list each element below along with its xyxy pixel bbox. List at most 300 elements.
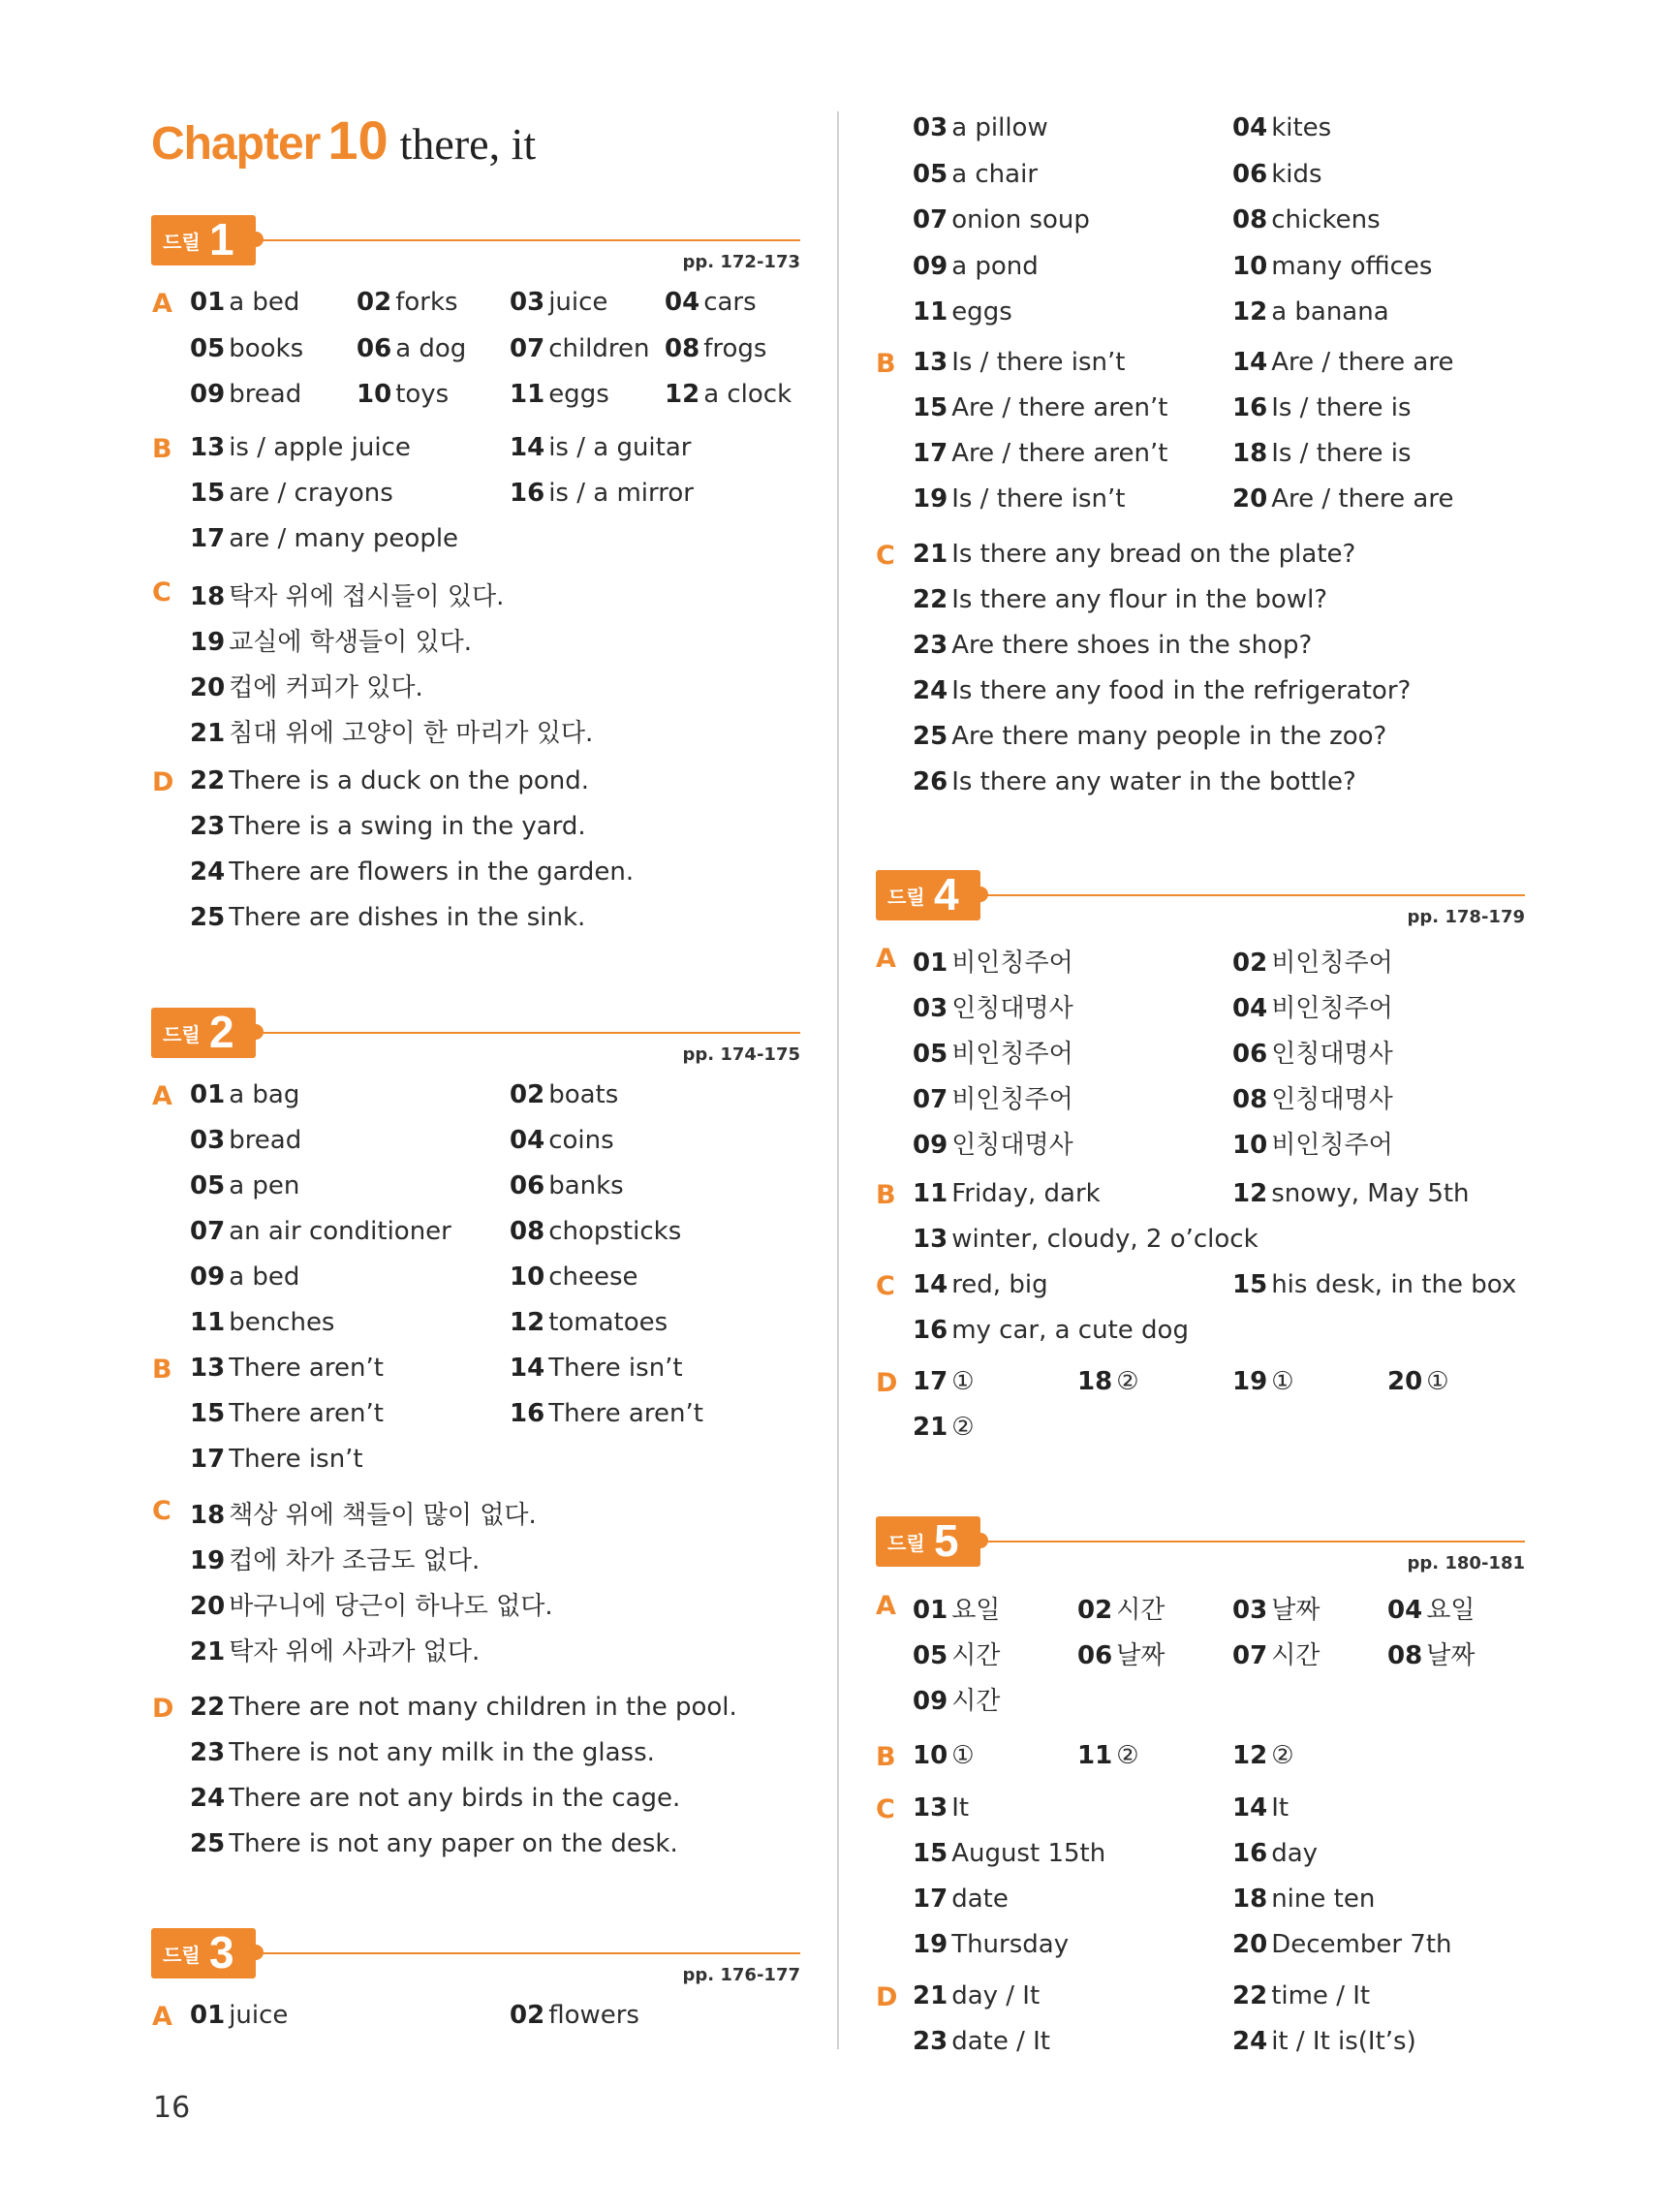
answer-item xyxy=(1232,943,1393,979)
item-number: 20 xyxy=(1232,1930,1268,1959)
answer-item xyxy=(1232,1590,1320,1626)
answer-item xyxy=(913,631,1312,660)
item-number: 09 xyxy=(913,1687,948,1716)
answer-item xyxy=(190,288,299,317)
item-answer: is / a mirror xyxy=(548,479,694,508)
item-number: 10 xyxy=(1232,1131,1268,1160)
answer-item xyxy=(913,2027,1050,2056)
answer-item xyxy=(913,1413,975,1442)
item-answer: a banana xyxy=(1271,297,1389,327)
item-answer: 날짜 xyxy=(1426,1641,1476,1670)
drill-rule xyxy=(256,1032,800,1034)
item-answer: ① xyxy=(951,1367,975,1396)
item-answer: There isn’t xyxy=(229,1445,363,1474)
item-answer: Is / there is xyxy=(1271,439,1412,468)
answer-item xyxy=(1387,1636,1475,1671)
answer-item xyxy=(190,713,593,749)
answer-item xyxy=(1387,1590,1475,1626)
answer-item xyxy=(190,622,472,658)
item-answer: eggs xyxy=(951,297,1012,327)
item-number: 04 xyxy=(1232,994,1268,1023)
item-number: 09 xyxy=(190,1262,226,1292)
answer-item xyxy=(190,1784,680,1813)
item-number: 23 xyxy=(913,2027,948,2056)
item-answer: frogs xyxy=(703,333,767,363)
item-answer: Thursday xyxy=(951,1930,1070,1959)
item-answer: ② xyxy=(1116,1367,1139,1396)
item-number: 14 xyxy=(510,433,545,462)
item-number: 05 xyxy=(913,1040,948,1069)
item-number: 06 xyxy=(1232,159,1268,189)
item-number: 25 xyxy=(913,722,948,751)
answer-item xyxy=(190,812,586,841)
item-answer: red, big xyxy=(951,1270,1048,1299)
answer-item xyxy=(913,1590,1000,1626)
item-answer: There are not many children in the pool. xyxy=(229,1693,737,1722)
answer-item xyxy=(913,767,1356,796)
item-answer: are / crayons xyxy=(229,479,393,508)
answer-item xyxy=(190,1693,737,1722)
item-number: 08 xyxy=(665,333,700,363)
drill-pages: pp. 180-181 xyxy=(1407,1553,1525,1573)
item-number: 21 xyxy=(190,1637,226,1667)
answer-item xyxy=(1232,1270,1516,1299)
item-answer: 비인칭주어 xyxy=(951,1040,1073,1069)
item-number: 07 xyxy=(190,1217,226,1246)
item-answer: a pen xyxy=(229,1171,300,1200)
item-number: 21 xyxy=(913,1981,948,2010)
item-answer: Are there shoes in the shop? xyxy=(951,631,1313,660)
item-number: 05 xyxy=(190,1171,226,1200)
item-answer: It xyxy=(1271,1793,1290,1823)
item-number: 19 xyxy=(913,1930,948,1959)
item-answer: 시간 xyxy=(1116,1596,1165,1625)
item-number: 06 xyxy=(1232,1040,1268,1069)
item-number: 03 xyxy=(913,994,948,1023)
item-answer: his desk, in the box xyxy=(1271,1270,1517,1299)
item-answer: bread xyxy=(229,380,302,409)
item-number: 24 xyxy=(190,857,226,887)
answer-item xyxy=(190,479,393,508)
section-letter-d: D xyxy=(152,1694,174,1724)
answer-item xyxy=(913,1225,1258,1254)
answer-item xyxy=(190,1541,480,1576)
item-number: 13 xyxy=(913,348,948,377)
item-answer: coins xyxy=(548,1126,614,1155)
answer-item xyxy=(190,576,504,612)
answer-item xyxy=(1232,1367,1294,1396)
item-answer: 비인칭주어 xyxy=(951,1085,1073,1114)
item-number: 17 xyxy=(913,1885,948,1914)
item-answer: banks xyxy=(548,1171,624,1200)
answer-item xyxy=(1232,1179,1470,1208)
item-answer: It xyxy=(951,1793,970,1823)
item-answer: 책상 위에 책들이 많이 없다. xyxy=(229,1501,537,1530)
item-answer: There is not any paper on the desk. xyxy=(229,1829,678,1858)
answer-item xyxy=(190,1399,384,1428)
drill-number: 3 xyxy=(209,1927,234,1978)
item-number: 13 xyxy=(913,1793,948,1823)
item-answer: a pond xyxy=(951,251,1039,281)
answer-item xyxy=(510,1126,614,1155)
item-answer: ② xyxy=(1271,1741,1294,1770)
answer-item xyxy=(665,288,757,317)
answer-item xyxy=(1232,1079,1393,1115)
item-number: 15 xyxy=(913,1839,948,1868)
item-number: 03 xyxy=(190,1126,226,1155)
item-number: 07 xyxy=(510,333,545,363)
answer-item xyxy=(510,334,650,363)
item-number: 03 xyxy=(1232,1596,1268,1625)
item-number: 04 xyxy=(1387,1596,1423,1625)
item-answer: forks xyxy=(395,288,458,317)
item-number: 18 xyxy=(1077,1367,1113,1396)
answer-item xyxy=(510,433,691,462)
answer-item xyxy=(913,1681,1000,1717)
answer-item xyxy=(510,1171,624,1200)
answer-item xyxy=(510,1399,703,1428)
answer-item xyxy=(190,1445,363,1474)
item-answer: a bag xyxy=(229,1080,300,1109)
section-letter-d: D xyxy=(152,767,174,797)
item-answer: day / It xyxy=(951,1981,1041,2010)
item-answer: nine ten xyxy=(1271,1885,1376,1914)
item-answer: There isn’t xyxy=(548,1354,683,1383)
answer-item xyxy=(190,1080,299,1109)
item-answer: 교실에 학생들이 있다. xyxy=(229,628,473,657)
answer-item xyxy=(190,1738,655,1767)
item-number: 17 xyxy=(190,1445,226,1474)
item-number: 04 xyxy=(665,288,700,317)
item-number: 12 xyxy=(665,380,700,409)
item-number: 03 xyxy=(913,113,948,142)
answer-item xyxy=(1232,1885,1375,1914)
answer-item xyxy=(913,160,1038,189)
item-answer: 비인칭주어 xyxy=(1271,1131,1393,1160)
answer-item xyxy=(510,1217,681,1246)
answer-item xyxy=(1232,1125,1393,1161)
item-number: 16 xyxy=(510,479,545,508)
item-answer: is / a guitar xyxy=(548,433,692,462)
drill-word: 드릴 xyxy=(887,886,925,909)
item-number: 19 xyxy=(913,484,948,514)
item-answer: 컵에 차가 조금도 없다. xyxy=(229,1546,481,1575)
item-answer: Is there any bread on the plate? xyxy=(951,540,1356,569)
item-number: 11 xyxy=(1077,1741,1113,1770)
item-number: 05 xyxy=(913,1641,948,1670)
item-number: 06 xyxy=(510,1171,545,1200)
item-number: 02 xyxy=(357,288,392,317)
chapter-label: Chapter xyxy=(151,118,321,170)
item-answer: date xyxy=(951,1885,1009,1914)
answer-item xyxy=(510,1262,638,1292)
section-letter-d: D xyxy=(876,1982,898,2012)
item-number: 01 xyxy=(913,949,948,978)
item-number: 25 xyxy=(190,903,226,932)
item-number: 15 xyxy=(190,479,226,508)
item-number: 10 xyxy=(510,1262,545,1292)
item-answer: There is a duck on the pond. xyxy=(229,766,589,795)
item-number: 12 xyxy=(1232,1179,1268,1208)
item-number: 16 xyxy=(913,1316,948,1345)
answer-item xyxy=(1077,1367,1139,1396)
item-answer: There aren’t xyxy=(229,1354,384,1383)
item-number: 19 xyxy=(190,628,226,657)
item-number: 16 xyxy=(510,1399,545,1428)
item-answer: a dog xyxy=(395,333,467,363)
drill-pages: pp. 176-177 xyxy=(682,1965,800,1985)
item-number: 14 xyxy=(1232,348,1268,377)
item-number: 20 xyxy=(190,1592,226,1621)
item-answer: day xyxy=(1271,1839,1319,1868)
answer-item xyxy=(190,1829,678,1858)
item-answer: boats xyxy=(548,1080,619,1109)
item-number: 22 xyxy=(1232,1981,1268,2010)
item-answer: 비인칭주어 xyxy=(1271,994,1393,1023)
section-letter-b: B xyxy=(876,349,896,379)
item-number: 08 xyxy=(1232,1085,1268,1114)
item-answer: 인칭대명사 xyxy=(1271,1040,1393,1069)
drill-header-5 xyxy=(876,1515,1525,1573)
item-answer: Are / there aren’t xyxy=(951,393,1168,422)
item-number: 18 xyxy=(1232,1885,1268,1914)
page-number: 16 xyxy=(153,2091,191,2125)
answer-item xyxy=(913,1270,1048,1299)
drill-rule xyxy=(980,1541,1525,1542)
item-answer: 날짜 xyxy=(1116,1641,1165,1670)
drill-rule xyxy=(980,894,1525,896)
item-answer: ① xyxy=(1271,1367,1294,1396)
item-number: 08 xyxy=(510,1217,545,1246)
chapter-number: 10 xyxy=(327,109,388,171)
answer-item xyxy=(510,1354,683,1383)
item-answer: eggs xyxy=(548,380,609,409)
answer-item xyxy=(190,433,411,462)
item-number: 24 xyxy=(190,1784,226,1813)
section-letter-c: C xyxy=(152,577,171,608)
answer-item xyxy=(913,1367,975,1396)
item-number: 05 xyxy=(913,159,948,189)
drill-rule xyxy=(256,239,800,241)
item-answer: There are flowers in the garden. xyxy=(229,857,635,887)
answer-item xyxy=(190,766,589,795)
drill-pages: pp. 174-175 xyxy=(682,1044,800,1065)
item-number: 02 xyxy=(510,1080,545,1109)
drill-number: 5 xyxy=(934,1515,959,1566)
item-answer: Is there any food in the refrigerator? xyxy=(951,676,1412,705)
item-answer: 시간 xyxy=(951,1641,1001,1670)
item-answer: time / It xyxy=(1271,1981,1371,2010)
answer-item xyxy=(913,988,1073,1024)
item-number: 14 xyxy=(510,1354,545,1383)
item-number: 04 xyxy=(1232,113,1268,142)
section-letter-c: C xyxy=(152,1496,171,1526)
answer-item xyxy=(913,1125,1073,1161)
item-answer: Are there many people in the zoo? xyxy=(951,722,1387,751)
item-number: 12 xyxy=(1232,1741,1268,1770)
item-answer: cheese xyxy=(548,1262,638,1292)
answer-item xyxy=(913,1741,975,1770)
item-answer: There are not any birds in the cage. xyxy=(229,1784,681,1813)
answer-item xyxy=(190,668,423,703)
answer-item xyxy=(1232,113,1331,142)
item-answer: juice xyxy=(548,288,608,317)
item-number: 06 xyxy=(1077,1641,1113,1670)
item-number: 07 xyxy=(913,205,948,234)
item-answer: chickens xyxy=(1271,205,1381,234)
item-answer: 침대 위에 고양이 한 마리가 있다. xyxy=(229,719,594,748)
item-answer: ① xyxy=(1426,1367,1449,1396)
section-letter-a: A xyxy=(876,944,896,974)
item-number: 02 xyxy=(1077,1596,1113,1625)
item-number: 18 xyxy=(190,582,226,611)
answer-item xyxy=(190,1171,299,1200)
answer-item xyxy=(913,113,1048,142)
drill-pages: pp. 172-173 xyxy=(682,252,800,272)
item-number: 20 xyxy=(1232,484,1268,514)
answer-item xyxy=(913,943,1073,979)
item-answer: ② xyxy=(1116,1741,1139,1770)
section-letter-a: A xyxy=(152,289,172,319)
item-number: 04 xyxy=(510,1126,545,1155)
item-answer: bread xyxy=(229,1126,302,1155)
item-number: 15 xyxy=(913,393,948,422)
item-answer: a bed xyxy=(229,1262,300,1292)
item-answer: There is not any milk in the glass. xyxy=(229,1738,655,1767)
answer-item xyxy=(190,903,585,932)
answer-item xyxy=(913,439,1167,468)
item-answer: Friday, dark xyxy=(951,1179,1101,1208)
drill-header-2 xyxy=(151,1007,800,1065)
answer-item xyxy=(913,297,1012,327)
drill-pages: pp. 178-179 xyxy=(1407,907,1525,927)
item-number: 01 xyxy=(190,2001,226,2030)
item-answer: Are / there are xyxy=(1271,484,1454,514)
item-answer: 비인칭주어 xyxy=(1271,949,1393,978)
drill-number: 1 xyxy=(209,214,234,265)
item-number: 23 xyxy=(190,812,226,841)
item-number: 14 xyxy=(913,1270,948,1299)
item-answer: ② xyxy=(951,1413,975,1442)
item-number: 01 xyxy=(190,288,226,317)
answer-item xyxy=(190,1217,451,1246)
item-answer: many offices xyxy=(1271,251,1433,281)
answer-item xyxy=(913,540,1355,569)
section-letter-d: D xyxy=(876,1368,898,1398)
drill-header-1 xyxy=(151,214,800,272)
item-number: 18 xyxy=(190,1501,226,1530)
item-number: 07 xyxy=(913,1085,948,1114)
item-number: 19 xyxy=(1232,1367,1268,1396)
item-answer: December 7th xyxy=(1271,1930,1452,1959)
item-answer: 비인칭주어 xyxy=(951,949,1073,978)
item-number: 02 xyxy=(1232,949,1268,978)
answer-item xyxy=(510,1308,668,1337)
item-answer: a chair xyxy=(951,159,1039,189)
answer-item xyxy=(1077,1741,1139,1770)
item-number: 13 xyxy=(913,1225,948,1254)
answer-item xyxy=(913,1316,1189,1345)
item-number: 12 xyxy=(510,1308,545,1337)
item-number: 24 xyxy=(1232,2027,1268,2056)
item-number: 23 xyxy=(913,631,948,660)
answer-item xyxy=(190,1586,553,1622)
item-answer: cars xyxy=(703,288,757,317)
answer-item xyxy=(913,1079,1073,1115)
item-answer: books xyxy=(229,333,304,363)
item-number: 11 xyxy=(913,1179,948,1208)
item-answer: kids xyxy=(1271,159,1322,189)
answer-item xyxy=(1077,1590,1165,1626)
answer-item xyxy=(913,1636,1000,1671)
item-answer: benches xyxy=(229,1308,335,1337)
answer-item xyxy=(1232,1839,1318,1868)
item-answer: a pillow xyxy=(951,113,1048,142)
item-number: 07 xyxy=(1232,1641,1268,1670)
item-number: 23 xyxy=(190,1738,226,1767)
answer-item xyxy=(1232,160,1322,189)
answer-item xyxy=(1232,484,1453,514)
answer-item xyxy=(913,393,1167,422)
answer-item xyxy=(510,380,609,409)
item-number: 20 xyxy=(190,673,226,702)
answer-item xyxy=(1232,439,1412,468)
item-number: 24 xyxy=(913,676,948,705)
item-answer: Is / there isn’t xyxy=(951,348,1126,377)
answer-item xyxy=(913,722,1386,751)
answer-item xyxy=(913,1981,1040,2010)
answer-item xyxy=(1232,393,1412,422)
drill-word: 드릴 xyxy=(163,1023,201,1046)
section-letter-c: C xyxy=(876,1794,895,1824)
item-answer: ① xyxy=(951,1741,975,1770)
answer-item xyxy=(510,2001,639,2030)
answer-item xyxy=(1232,297,1389,327)
item-answer: 요일 xyxy=(951,1596,1001,1625)
answer-item xyxy=(913,348,1125,377)
section-letter-a: A xyxy=(152,1081,172,1111)
section-letter-c: C xyxy=(876,1271,895,1301)
answer-item xyxy=(665,380,792,409)
section-letter-a: A xyxy=(876,1591,896,1621)
item-number: 21 xyxy=(913,540,948,569)
section-letter-c: C xyxy=(876,541,895,571)
answer-item xyxy=(913,1793,969,1823)
chapter-title xyxy=(151,109,536,171)
item-answer: date / It xyxy=(951,2027,1050,2056)
item-answer: 시간 xyxy=(951,1687,1001,1716)
section-letter-a: A xyxy=(152,2002,172,2032)
answer-item xyxy=(190,524,458,553)
item-number: 06 xyxy=(357,333,392,363)
item-answer: 날짜 xyxy=(1271,1596,1321,1625)
item-answer: juice xyxy=(229,2001,289,2030)
item-number: 10 xyxy=(913,1741,948,1770)
answer-item xyxy=(913,252,1039,281)
item-answer: tomatoes xyxy=(548,1308,668,1337)
item-answer: 요일 xyxy=(1426,1596,1476,1625)
item-number: 08 xyxy=(1232,205,1268,234)
item-number: 17 xyxy=(190,524,226,553)
item-number: 13 xyxy=(190,1354,226,1383)
answer-item xyxy=(190,1495,537,1531)
item-number: 26 xyxy=(913,767,948,796)
answer-item xyxy=(190,1126,301,1155)
item-answer: 컵에 커피가 있다. xyxy=(229,673,423,702)
answer-item xyxy=(357,380,449,409)
item-answer: There is a swing in the yard. xyxy=(229,812,586,841)
item-number: 11 xyxy=(190,1308,226,1337)
